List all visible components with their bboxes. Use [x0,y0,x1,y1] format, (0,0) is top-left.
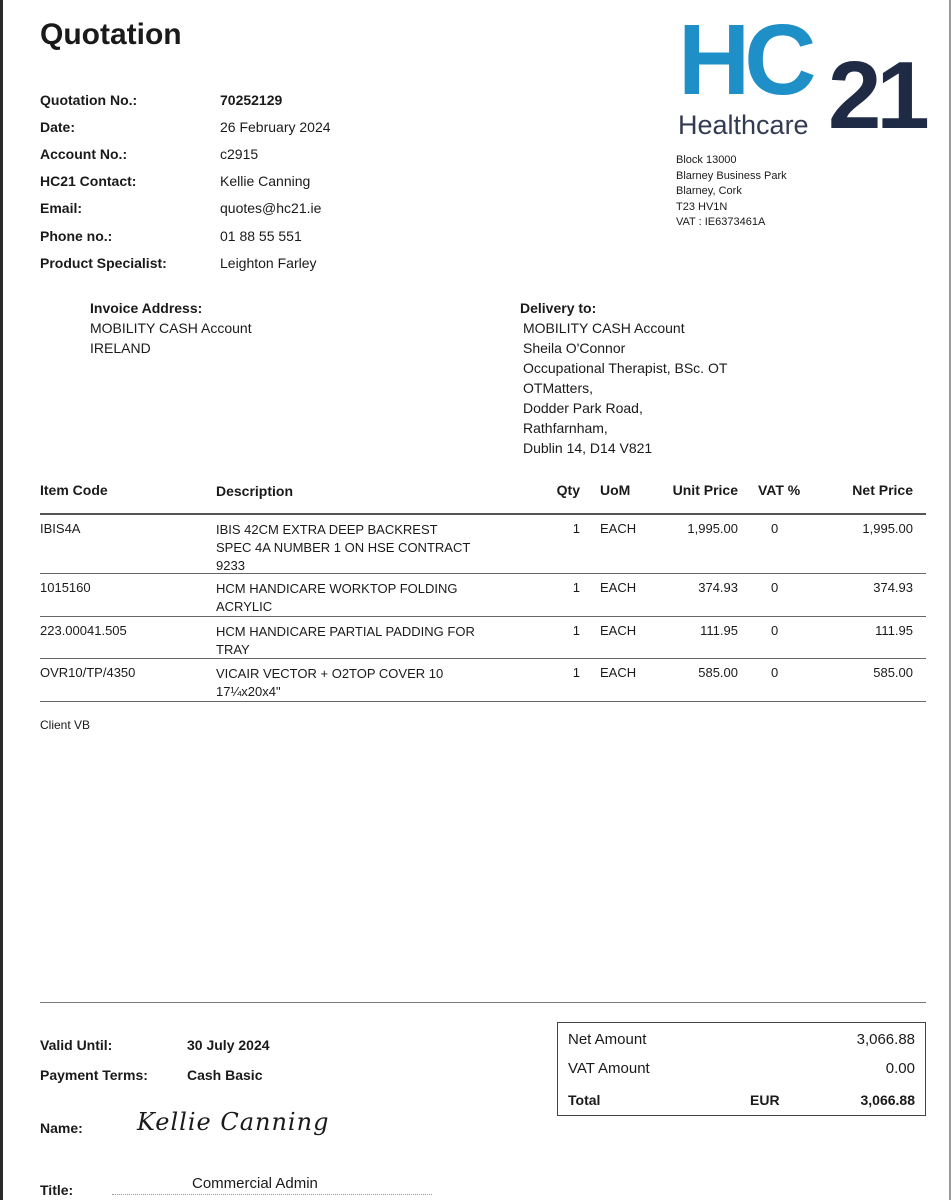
item-qty: 1 [572,623,580,638]
email-label: Email: [40,200,83,217]
item-qty: 1 [572,665,580,680]
item-unit-price: 1,995.00 [687,521,738,536]
quotation-number-label: Quotation No.: [40,91,138,108]
vat-amount-value: 0.00 [885,1060,915,1077]
name-label: Name: [40,1120,83,1136]
delivery-address-title: Delivery to: [520,300,597,316]
specialist-label: Product Specialist: [40,254,167,271]
payment-terms-value: Cash Basic [187,1067,263,1083]
phone-row [40,222,331,249]
invoice-address-line: IRELAND [90,340,151,356]
delivery-address-line: Rathfarnham, [523,420,608,436]
item-uom: EACH [600,623,637,638]
section-divider [40,1002,926,1003]
item-vat: 0 [771,521,779,536]
header-net-price: Net Price [852,482,913,498]
logo-subtitle: Healthcare [678,110,809,140]
total-currency: EUR [750,1092,780,1108]
header-uom: UoM [600,482,631,498]
item-uom: EACH [600,665,637,680]
company-address-line: Blarney, Cork [676,185,742,197]
quotation-number-value: 70252129 [220,91,283,108]
valid-until-value: 30 July 2024 [187,1037,270,1053]
date-row [40,113,331,140]
delivery-address-line: MOBILITY CASH Account [523,320,685,336]
delivery-address-line: Dodder Park Road, [523,400,643,416]
header-vat: VAT % [758,482,801,498]
quotation-details [40,86,331,276]
account-number-row [40,140,331,167]
email-value[interactable]: quotes@hc21.ie [220,200,322,217]
vat-amount-label: VAT Amount [568,1060,650,1077]
item-unit-price: 585.00 [698,665,738,680]
account-number-value: c2915 [220,145,259,162]
valid-until-label: Valid Until: [40,1037,113,1053]
item-qty: 1 [572,580,580,595]
company-address-line: Blarney Business Park [676,169,787,182]
item-net-price: 1,995.00 [862,521,913,536]
title-dotted-line [112,1194,432,1195]
company-vat-number: VAT : IE6373461A [676,216,766,228]
item-vat: 0 [771,580,779,595]
company-address-line: Block 13000 [676,154,737,166]
quotation-number-row [40,86,331,113]
item-code: OVR10/TP/4350 [40,665,136,680]
invoice-address-title: Invoice Address: [90,300,203,316]
item-description: IBIS 42CM EXTRA DEEP BACKREST SPEC 4A NUMBER 1 ON HSE CONTRACT 9233 [216,522,471,573]
item-code: 223.00041.505 [40,623,127,638]
totals-box [557,1022,926,1116]
net-amount-value: 3,066.88 [856,1031,915,1048]
hc21-logo [678,4,925,149]
payment-terms-row [40,1060,270,1090]
invoice-address [90,298,252,358]
item-qty: 1 [572,521,580,536]
header-item-code: Item Code [40,482,108,498]
email-row [40,195,331,222]
contact-row [40,168,331,195]
title-label: Title: [40,1182,74,1198]
header-qty: Qty [556,482,580,498]
payment-terms-label: Payment Terms: [40,1067,148,1083]
item-description: VICAIR VECTOR + O2TOP COVER 10 17¼x20x4" [216,666,444,699]
item-vat: 0 [771,665,779,680]
phone-label: Phone no.: [40,227,113,244]
table-row [40,617,926,659]
delivery-address [520,298,727,458]
item-uom: EACH [600,521,637,536]
item-uom: EACH [600,580,637,595]
item-unit-price: 111.95 [700,623,738,638]
total-row [568,1092,915,1118]
logo-number: 21 [828,42,925,149]
item-unit-price: 374.93 [698,580,738,595]
item-vat: 0 [771,623,779,638]
net-amount-label: Net Amount [568,1031,647,1048]
logo-hc-mark: HC [678,4,811,116]
signature: Kellie Canning [137,1108,330,1136]
items-table-header [40,475,926,515]
valid-until-row [40,1030,270,1060]
item-description: HCM HANDICARE WORKTOP FOLDING ACRYLIC [216,581,458,614]
account-number-label: Account No.: [40,145,128,162]
item-net-price: 111.95 [875,623,913,638]
document-title: Quotation [40,18,182,51]
table-row [40,574,926,617]
items-table [40,475,926,702]
total-value: 3,066.88 [860,1092,915,1108]
vat-amount-row [568,1060,915,1086]
specialist-row [40,249,331,276]
phone-value: 01 88 55 551 [220,227,302,244]
delivery-address-line: Sheila O'Connor [523,340,626,356]
item-net-price: 585.00 [873,665,913,680]
quotation-terms [40,1030,270,1090]
item-net-price: 374.93 [873,580,913,595]
header-unit-price: Unit Price [672,482,738,498]
delivery-address-line: Dublin 14, D14 V821 [523,440,653,456]
net-amount-row [568,1031,915,1057]
page-edge-left [0,0,3,1200]
delivery-address-line: OTMatters, [523,380,594,396]
delivery-address-line: Occupational Therapist, BSc. OT [523,360,728,376]
company-address-line: T23 HV1N [676,200,728,213]
item-description: HCM HANDICARE PARTIAL PADDING FOR TRAY [216,624,475,657]
contact-label: HC21 Contact: [40,173,137,190]
item-code: 1015160 [40,580,91,595]
client-note: Client VB [40,718,91,732]
date-label: Date: [40,118,76,135]
invoice-address-line: MOBILITY CASH Account [90,320,252,336]
company-address [676,153,787,231]
header-description: Description [216,483,294,499]
date-value: 26 February 2024 [220,118,331,135]
contact-value: Kellie Canning [220,173,311,190]
specialist-value: Leighton Farley [220,254,317,271]
table-row [40,659,926,702]
item-code: IBIS4A [40,521,81,536]
title-value: Commercial Admin [192,1175,318,1192]
total-label: Total [568,1092,601,1108]
table-row [40,515,926,574]
